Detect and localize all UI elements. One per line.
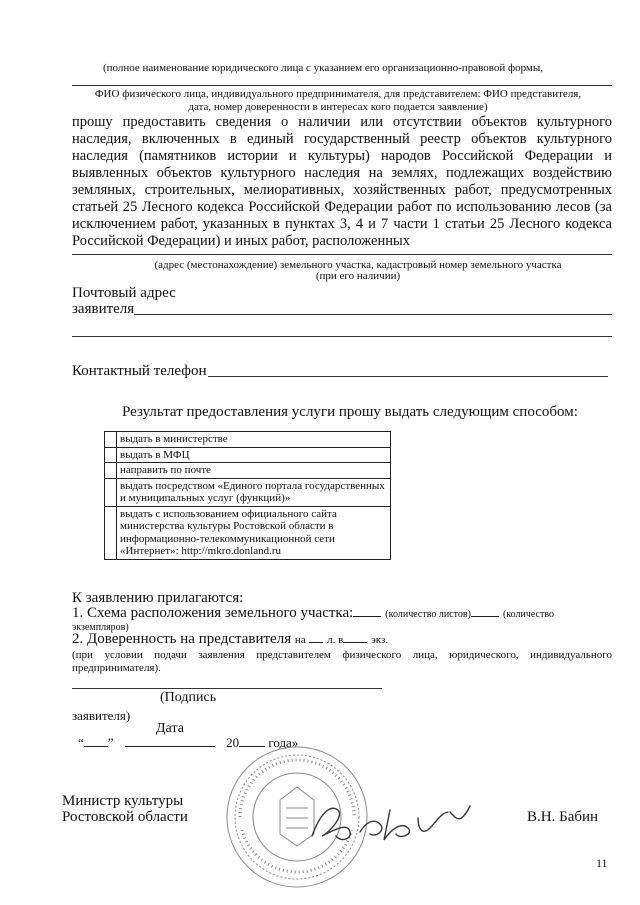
option-label: выдать в МФЦ bbox=[117, 447, 391, 463]
scheme-copies-label: (количество bbox=[502, 609, 555, 620]
poa-copies-field[interactable] bbox=[343, 631, 367, 643]
delivery-options-table bbox=[104, 431, 391, 560]
option-label: выдать в министерстве bbox=[117, 432, 391, 448]
option-label: выдать с использованием официального сайта министерства культуры Ростовской области в информационно-телекоммуникационной сети «Интернет»: http://mkro.donland.ru bbox=[117, 506, 391, 559]
date-day-field[interactable] bbox=[84, 735, 108, 747]
date-label: Дата bbox=[156, 721, 184, 736]
minister-signature bbox=[300, 792, 480, 852]
date-open-quote: “ bbox=[78, 735, 84, 750]
date-year-label: года» bbox=[268, 735, 299, 750]
person-caption: ФИО физического лица, индивидуального предпринимателя, для представителем: ФИО представителя, дата, номер доверенности в интересах кого подается заявление) bbox=[94, 88, 582, 113]
legal-entity-caption: (полное наименование юридического лица с указанием его организационно-правовой формы, bbox=[102, 62, 544, 74]
date-close-quote: ” bbox=[107, 735, 114, 750]
postal-address-field[interactable] bbox=[134, 314, 612, 315]
address-caption-note: (при его наличии) bbox=[315, 270, 401, 282]
postal-address-field-2[interactable] bbox=[72, 336, 612, 337]
signature-label: (Подпись bbox=[160, 690, 217, 705]
address-caption: (адрес (местонахождение) земельного участка, кадастровый номер земельного участка bbox=[154, 259, 562, 271]
signature-field[interactable] bbox=[72, 688, 382, 689]
address-field-line[interactable] bbox=[72, 254, 612, 255]
option-checkbox[interactable] bbox=[105, 447, 117, 463]
contact-phone-field[interactable] bbox=[208, 376, 608, 377]
attachments-heading: К заявлению прилагаются: bbox=[72, 590, 244, 606]
delivery-intro: Результат предоставления услуги прошу выдать следующим способом: bbox=[122, 404, 578, 420]
attachments-note: (при условии подачи заявления представителем физического лица, юридического, индивидуального предпринимателя). bbox=[72, 649, 612, 674]
postal-address-label-2: заявителя bbox=[72, 301, 135, 317]
option-checkbox[interactable] bbox=[105, 463, 117, 479]
date-year-prefix: 20 bbox=[226, 735, 240, 750]
delivery-option[interactable] bbox=[105, 463, 391, 479]
option-label: выдать посредством «Единого портала государственных и муниципальных услуг (функций)» bbox=[117, 478, 391, 506]
poa-ekz: экз. bbox=[371, 634, 389, 646]
scheme-sheets-field[interactable] bbox=[353, 605, 381, 617]
minister-title: Министр культуры bbox=[62, 793, 184, 809]
poa-title: 2. Доверенность на представителя bbox=[72, 631, 292, 647]
scheme-copies-label-2: экземпляров) bbox=[72, 622, 129, 633]
option-checkbox[interactable] bbox=[105, 478, 117, 506]
delivery-option[interactable] bbox=[105, 432, 391, 448]
attachment-item-power-of-attorney bbox=[72, 631, 388, 649]
scheme-title: 1. Схема расположения земельного участка: bbox=[72, 605, 354, 621]
poa-sheets-field[interactable] bbox=[309, 631, 323, 643]
scheme-copies-field[interactable] bbox=[471, 605, 499, 617]
postal-address-label: Почтовый адрес bbox=[72, 285, 176, 301]
scheme-sheets-label: (количество листов) bbox=[385, 609, 471, 620]
request-paragraph: прошу предоставить сведения о наличии или отсутствии объектов культурного наследия, включенных в единый государственный реестр объектов культурного наследия (памятников истории и культуры) народов Российской Федерации и выявленных объектов культурного наследия на землях, подлежащих воздействию земляных, строительных, мелиоративных, хозяйственных работ, предусмотренных статьей 25 Лесного кодекса Российской Федерации работ по использованию лесов (за исключением работ, указанных в пунктах 3, 4 и 7 части 1 статьи 25 Лесного кодекса Российской Федерации) и иных работ, расположенных bbox=[72, 114, 612, 249]
minister-region: Ростовской области bbox=[62, 809, 188, 825]
attachment-item-scheme bbox=[72, 605, 612, 623]
poa-na: на bbox=[294, 634, 306, 646]
contact-phone-label: Контактный телефон bbox=[72, 363, 207, 379]
option-checkbox[interactable] bbox=[105, 506, 117, 559]
delivery-option[interactable] bbox=[105, 447, 391, 463]
minister-name: В.Н. Бабин bbox=[527, 809, 599, 825]
divider-line bbox=[72, 85, 612, 86]
poa-l: л. в bbox=[327, 634, 344, 646]
page-number: 11 bbox=[596, 856, 608, 870]
signature-label-2: заявителя) bbox=[72, 708, 131, 723]
date-month-field[interactable] bbox=[125, 735, 215, 747]
option-label: направить по почте bbox=[117, 463, 391, 479]
option-checkbox[interactable] bbox=[105, 432, 117, 448]
delivery-option[interactable] bbox=[105, 506, 391, 559]
delivery-option[interactable] bbox=[105, 478, 391, 506]
